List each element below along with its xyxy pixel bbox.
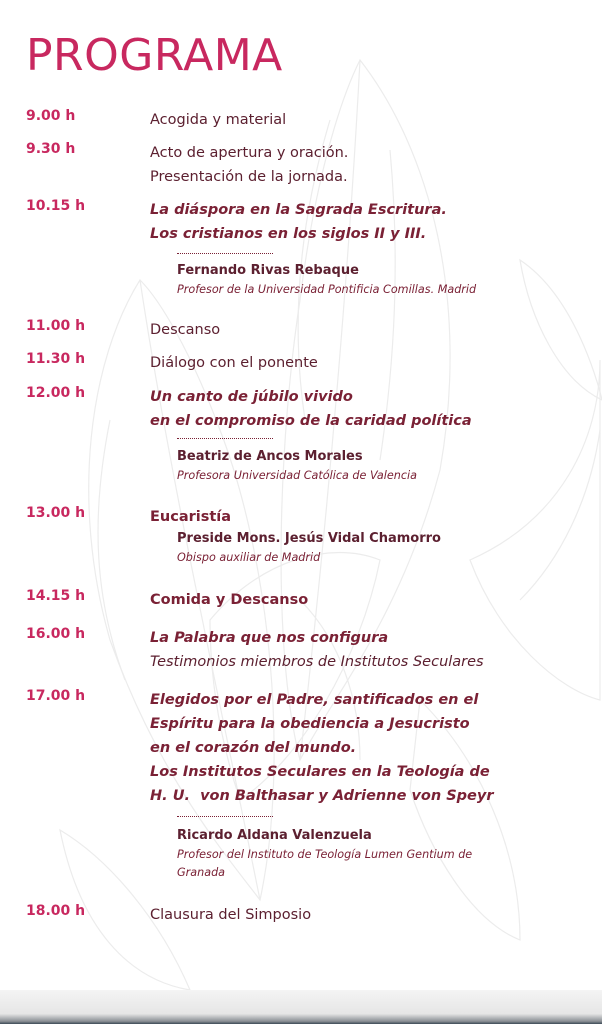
schedule-description — [150, 903, 590, 927]
schedule-description — [150, 626, 590, 674]
description-line: Comida y Descanso — [150, 592, 309, 608]
description-line: Elegidos por el Padre, santificados en el — [150, 692, 479, 708]
description-line: H. U. von Balthasar y Adrienne von Speyr — [150, 788, 494, 804]
speaker — [177, 826, 577, 882]
bottom-edge-strip — [0, 990, 602, 1024]
speaker-name: Ricardo Aldana Valenzuela — [177, 828, 372, 843]
speaker-role: Granada — [177, 866, 226, 879]
schedule-description — [150, 318, 590, 342]
schedule-description — [150, 141, 590, 189]
schedule-description — [150, 588, 590, 612]
schedule-description — [150, 351, 590, 375]
description-line: Los cristianos en los siglos II y III. — [150, 226, 427, 242]
schedule-time: 16.00 h — [26, 626, 86, 642]
schedule-description — [150, 688, 590, 808]
schedule-time: 14.15 h — [26, 588, 86, 604]
speaker-role: Profesora Universidad Católica de Valencia — [177, 469, 417, 482]
schedule-time: 17.00 h — [26, 688, 86, 704]
schedule-time: 18.00 h — [26, 903, 86, 919]
schedule-time: 9.30 h — [26, 141, 76, 157]
speaker-name: Beatriz de Ancos Morales — [177, 449, 363, 464]
dotted-separator — [177, 438, 273, 439]
schedule-time: 12.00 h — [26, 385, 86, 401]
page-title: PROGRAMA — [26, 30, 283, 81]
description-line: La diáspora en la Sagrada Escritura. — [150, 202, 447, 218]
speaker-name: Preside Mons. Jesús Vidal Chamorro — [177, 531, 441, 546]
speaker — [177, 529, 577, 567]
description-line: Presentación de la jornada. — [150, 169, 348, 185]
description-line: Clausura del Simposio — [150, 907, 312, 923]
description-line: Diálogo con el ponente — [150, 355, 318, 371]
speaker — [177, 261, 577, 299]
speaker — [177, 447, 577, 485]
schedule-time: 11.00 h — [26, 318, 86, 334]
dotted-separator — [177, 816, 273, 817]
schedule-description — [150, 108, 590, 132]
schedule-time: 10.15 h — [26, 198, 86, 214]
description-line: Acogida y material — [150, 112, 287, 128]
description-line: Descanso — [150, 322, 221, 338]
speaker-role: Profesor de la Universidad Pontificia Comillas. Madrid — [177, 283, 477, 296]
description-line: Acto de apertura y oración. — [150, 145, 349, 161]
description-line: Los Institutos Seculares en la Teología de — [150, 764, 490, 780]
speaker-name: Fernando Rivas Rebaque — [177, 263, 359, 278]
schedule-description — [150, 385, 590, 433]
schedule-time: 13.00 h — [26, 505, 86, 521]
schedule-time: 11.30 h — [26, 351, 86, 367]
description-line: Espíritu para la obediencia a Jesucristo — [150, 716, 470, 732]
description-line: Eucaristía — [150, 509, 232, 525]
dotted-separator — [177, 253, 273, 254]
description-line: en el compromiso de la caridad política — [150, 413, 472, 429]
speaker-role: Obispo auxiliar de Madrid — [177, 551, 321, 564]
description-line: Testimonios miembros de Institutos Seculares — [150, 654, 484, 670]
schedule-time: 9.00 h — [26, 108, 76, 124]
description-line: en el corazón del mundo. — [150, 740, 357, 756]
description-line: Un canto de júbilo vivido — [150, 389, 353, 405]
schedule-description — [150, 505, 590, 529]
schedule-description — [150, 198, 590, 246]
speaker-role: Profesor del Instituto de Teología Lumen Gentium de — [177, 848, 473, 861]
description-line: La Palabra que nos configura — [150, 630, 389, 646]
